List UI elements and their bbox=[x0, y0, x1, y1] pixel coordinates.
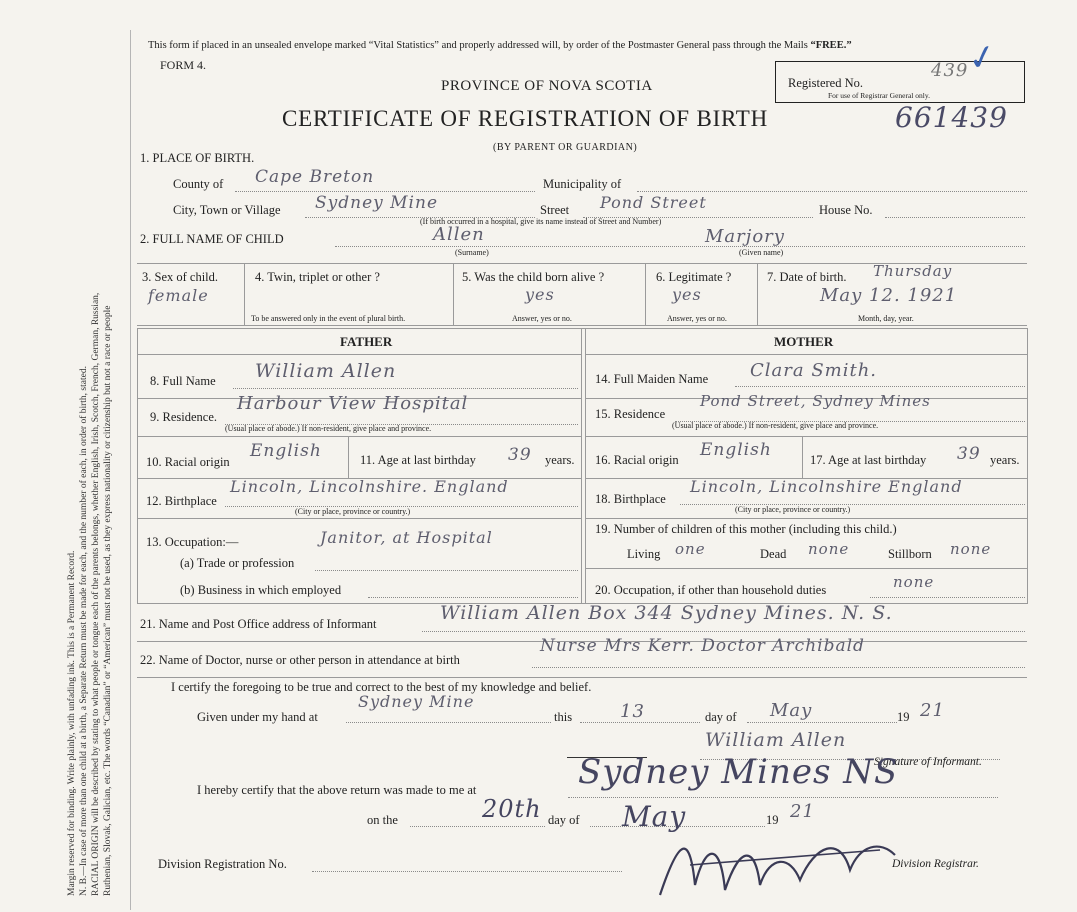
informant-address: William Allen Box 344 Sydney Mines. N. S. bbox=[440, 602, 893, 624]
mother-age: 39 bbox=[957, 444, 981, 464]
birth-date: May 12. 1921 bbox=[820, 285, 958, 306]
father-racial-origin: English bbox=[250, 441, 322, 461]
mother-heading: MOTHER bbox=[774, 334, 834, 349]
father-name: William Allen bbox=[255, 360, 397, 382]
informant-signature: William Allen bbox=[705, 729, 847, 751]
father-occupation: Janitor, at Hospital bbox=[320, 528, 493, 547]
mother-residence: Pond Street, Sydney Mines bbox=[700, 392, 931, 410]
child-name-label: 2. FULL NAME OF CHILD bbox=[140, 232, 284, 246]
legitimate-value: yes bbox=[672, 285, 702, 304]
stillborn-count: none bbox=[950, 540, 992, 558]
margin-instructions: Margin reserved for binding. Write plainly, with unfading ink. This is a Permanent Record. N. B.—In case of more than one child at a birth, a Separate Return must be made for each, and the number of each, in order of birth, stated. RACIAL ORIGIN will be described by stating to what people or tongue each of the parents belongs, whether English, Irish, Scotch, French, German, Russian, Ruthenian, Slovak, Galician, etc. The words “Canadian” or “American” must not be used, as they express nationality or citizenship but not a race or people bbox=[67, 292, 113, 896]
given-place: Sydney Mine bbox=[358, 692, 475, 711]
certificate-title: CERTIFICATE OF REGISTRATION OF BIRTH bbox=[282, 106, 769, 131]
father-age: 39 bbox=[508, 445, 532, 465]
mother-maiden-name: Clara Smith. bbox=[750, 360, 878, 381]
street-value: Pond Street bbox=[600, 193, 707, 212]
father-birthplace: Lincoln, Lincolnshire. England bbox=[230, 477, 509, 496]
place-of-birth-label: 1. PLACE OF BIRTH. bbox=[140, 151, 255, 165]
certificate-page: This form if placed in an unsealed envelope marked “Vital Statistics” and properly addressed will, by order of the Postmaster General pass through the Mails “FREE.” FORM 4. PROVINCE OF NOVA SCOTIA CERTIFICATE OF REGISTRATION OF BIRTH 661439 (BY PARENT OR GUARDIAN) Registered No. 439 For use of Registrar General only. ✓ Margin reserved for binding. Write plainly, with unfading ink. This is a Permanent Record. N. B.—In case of more than one child at a birth, a Separate Return must be made for each, and the number of each, in order of birth, stated. RACIAL ORIGIN will be described by stating to what people or tongue each of the parents belongs, whether English, Irish, Scotch, French, German, Russian, Ruthenian, Slovak, Galician, etc. The words “Canadian” or “American” must not be used, as they express nationality or citizenship but not a race or people 1. PLACE OF BIRTH. County of Cape Breton Municipality of City, Town or Village Sydney Mine Street Pond Street House No. (If birth occurred in a hospital, give its name instead of Street and Number) 2. FULL NAME OF CHILD Allen Marjory (Surname) (Given name) 3. Sex of child. female 4. Twin, triplet or other ? To be answered only in the event of plural birth. 5. Was the child born alive ? yes Answer, yes or no. 6. Legitimate ? yes Answer, yes or no. 7. Date of birth. Thursday May 12. 1921 Month, day, year. FATHER MOTHER 8. Full Name William Allen 14. Full Maiden Name Clara Smith. 9. Residence. Harbour View Hospital (Usual place of abode.) If non-resident, give place and province. 15. Residence Pond Street, Sydney Mines (Usual place of abode.) If non-resident, give place and province. 10. Racial origin English 11. Age at last birthday 39 years. 16. Racial origin English 17. Age at last birthday 39 years. 12. Birthplace Lincoln, Lincolnshire. England (City or place, province or country.) 18. Birthplace Lincoln, Lincolnshire England (City or place, province or country.) 13. Occupation:— (a) Trade or profession Janitor, at Hospital 19. Number of children of this mother (including this child.) Living one Dead none Stillborn none (b) Business in which employed 20. Occupation, if other than household duties none 21. Name and Post Office address of Informant William Allen Box 344 Sydney Mines. N. S. 22. Name of Doctor, nurse or other person in attendance at birth Nurse Mrs Kerr. Doctor Archibald I certify the foregoing to be true and correct to the best of my knowledge and belief. Given under my hand at Sydney Mine this 13 day of May 19 21 William Allen Signature of Informant. I hereby certify that the above return was made to me at Sydney Mines NS on the 20th day of May 19 21 Division Registration No. Division Registrar. bbox=[0, 0, 1077, 912]
certificate-number: 661439 bbox=[895, 101, 1008, 134]
mother-occupation: none bbox=[893, 573, 935, 591]
received-day: 20th bbox=[482, 795, 542, 823]
received-month: May bbox=[622, 800, 687, 833]
city-value: Sydney Mine bbox=[315, 193, 439, 213]
birth-weekday: Thursday bbox=[873, 262, 953, 280]
child-surname: Allen bbox=[433, 224, 485, 245]
check-mark-icon: ✓ bbox=[964, 37, 1001, 80]
form-number: FORM 4. bbox=[160, 58, 207, 72]
mailing-notice: This form if placed in an unsealed envelope marked “Vital Statistics” and properly addressed will, by order of the Postmaster General pass through the Mails “FREE.” bbox=[148, 40, 852, 51]
registrar-signature bbox=[650, 815, 910, 905]
mother-racial-origin: English bbox=[700, 440, 772, 460]
subtitle: (BY PARENT OR GUARDIAN) bbox=[493, 142, 638, 153]
certify-text: I certify the foregoing to be true and correct to the best of my knowledge and belief. bbox=[171, 680, 592, 694]
father-residence: Harbour View Hospital bbox=[237, 393, 469, 414]
father-heading: FATHER bbox=[340, 334, 393, 349]
county-value: Cape Breton bbox=[255, 167, 375, 187]
doctor-name: Nurse Mrs Kerr. Doctor Archibald bbox=[540, 636, 865, 656]
living-count: one bbox=[675, 540, 706, 558]
dead-count: none bbox=[808, 540, 850, 558]
sex-value: female bbox=[148, 286, 209, 305]
given-day: 13 bbox=[620, 701, 645, 722]
child-given-name: Marjory bbox=[705, 226, 785, 247]
province-title: PROVINCE OF NOVA SCOTIA bbox=[441, 78, 653, 94]
given-year: 21 bbox=[920, 700, 945, 721]
received-place: Sydney Mines NS bbox=[578, 752, 899, 792]
registered-box: Registered No. 439 For use of Registrar General only. bbox=[775, 61, 1025, 103]
mother-birthplace: Lincoln, Lincolnshire England bbox=[690, 477, 963, 496]
alive-value: yes bbox=[525, 285, 555, 304]
received-year: 21 bbox=[790, 801, 815, 822]
given-month: May bbox=[770, 700, 813, 721]
